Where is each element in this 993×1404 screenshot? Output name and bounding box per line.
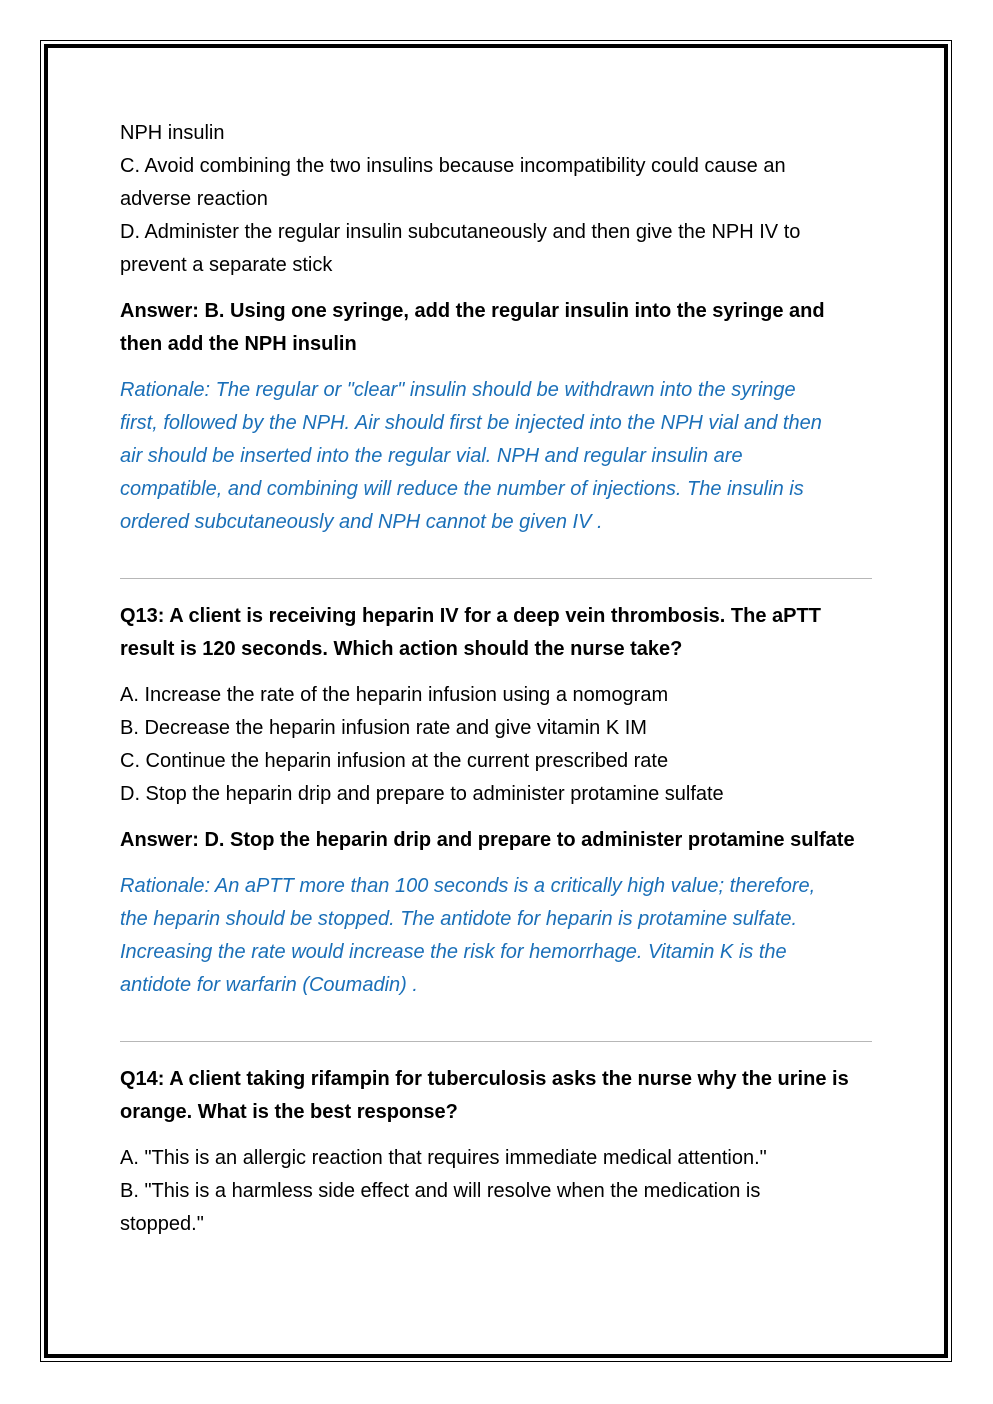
prev-rationale-line-3: air should be inserted into the regular vial. NPH and regular insulin are (120, 445, 743, 467)
prev-rationale (120, 374, 880, 539)
prev-option-d-line-2: prevent a separate stick (120, 254, 333, 276)
prev-option-c-line-1: C. Avoid combining the two insulins because incompatibility could cause an (120, 155, 786, 177)
q13-rationale-line-2: the heparin should be stopped. The antidote for heparin is protamine sulfate. (120, 908, 798, 930)
q13-option-c: C. Continue the heparin infusion at the current prescribed rate (120, 750, 669, 772)
q13-answer-line: Answer: D. Stop the heparin drip and prepare to administer protamine sulfate (120, 829, 855, 851)
prev-question-options (120, 117, 880, 282)
section-divider (120, 1041, 872, 1042)
q14-question-line-2: orange. What is the best response? (120, 1101, 458, 1123)
q13-question (120, 600, 880, 666)
prev-option-c-line-2: adverse reaction (120, 188, 268, 210)
prev-answer (120, 295, 880, 361)
q13-option-a: A. Increase the rate of the heparin infusion using a nomogram (120, 684, 669, 706)
q13-rationale (120, 870, 880, 1002)
prev-answer-line-1: Answer: B. Using one syringe, add the regular insulin into the syringe and (120, 300, 825, 322)
q13-rationale-line-3: Increasing the rate would increase the risk for hemorrhage. Vitamin K is the (120, 941, 787, 963)
prev-rationale-line-5: ordered subcutaneously and NPH cannot be given IV . (120, 511, 603, 533)
q14-options (120, 1142, 880, 1241)
prev-rationale-line-4: compatible, and combining will reduce the number of injections. The insulin is (120, 478, 804, 500)
q13-rationale-line-1: Rationale: An aPTT more than 100 seconds is a critically high value; therefore, (120, 875, 816, 897)
q14-option-b-line-1: B. "This is a harmless side effect and will resolve when the medication is (120, 1180, 761, 1202)
prev-option-b-tail: NPH insulin (120, 122, 225, 144)
prev-rationale-line-2: first, followed by the NPH. Air should first be injected into the NPH vial and then (120, 412, 822, 434)
q13-option-b: B. Decrease the heparin infusion rate and give vitamin K IM (120, 717, 647, 739)
prev-answer-line-2: then add the NPH insulin (120, 333, 357, 355)
q13-rationale-line-4: antidote for warfarin (Coumadin) . (120, 974, 418, 996)
q13-question-line-2: result is 120 seconds. Which action should the nurse take? (120, 638, 683, 660)
section-divider (120, 578, 872, 579)
q14-question-line-1: Q14: A client taking rifampin for tuberculosis asks the nurse why the urine is (120, 1068, 849, 1090)
q13-option-d: D. Stop the heparin drip and prepare to administer protamine sulfate (120, 783, 724, 805)
q13-question-line-1: Q13: A client is receiving heparin IV for a deep vein thrombosis. The aPTT (120, 605, 821, 627)
q14-option-a: A. "This is an allergic reaction that requires immediate medical attention." (120, 1147, 767, 1169)
q14-option-b-line-2: stopped." (120, 1213, 204, 1235)
q13-answer (120, 824, 880, 857)
document-content (120, 117, 880, 1241)
q14-question (120, 1063, 880, 1129)
prev-option-d-line-1: D. Administer the regular insulin subcutaneously and then give the NPH IV to (120, 221, 801, 243)
q13-options (120, 679, 880, 811)
prev-rationale-line-1: Rationale: The regular or "clear" insulin should be withdrawn into the syringe (120, 379, 796, 401)
